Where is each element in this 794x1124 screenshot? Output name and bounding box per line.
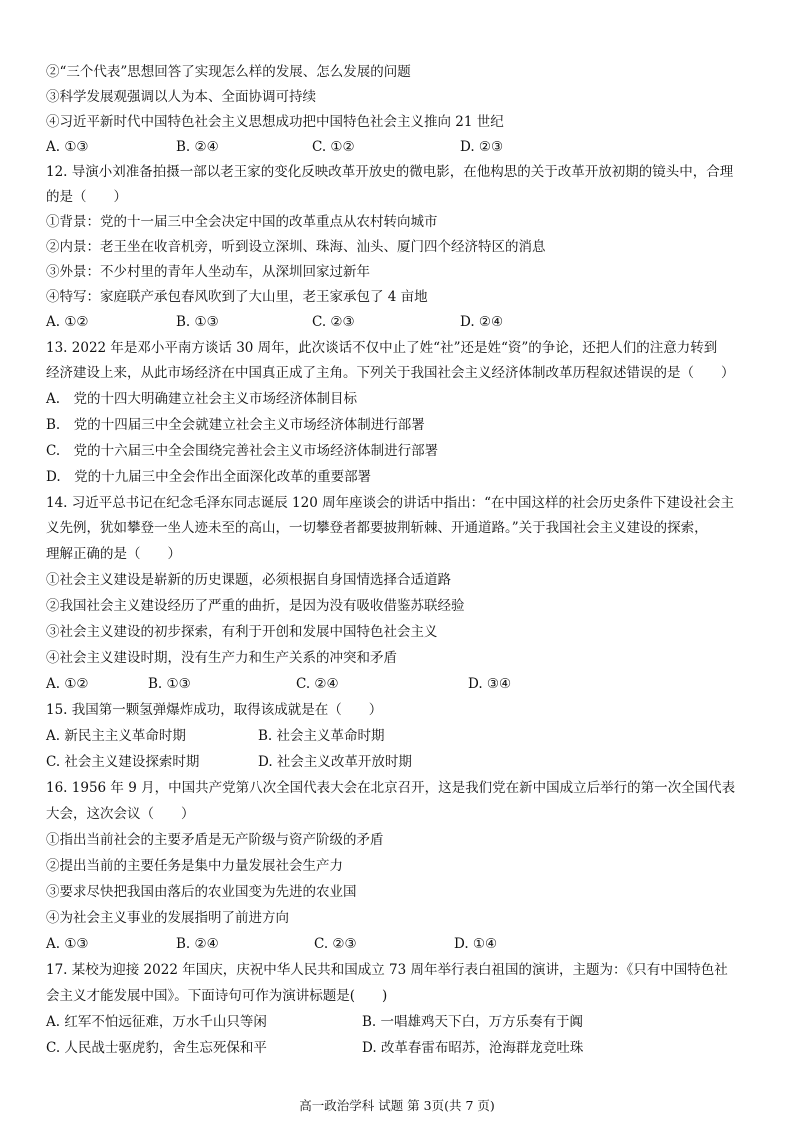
q14-option-c: C. ②④ <box>296 676 339 692</box>
q15-option-d: D. 社会主义改革开放时期 <box>258 754 412 770</box>
q16-item-4: ④为社会主义事业的发展指明了前进方向 <box>46 910 289 926</box>
q11-option-d: D. ②③ <box>460 139 504 155</box>
q11-option-b: B. ②④ <box>176 139 219 155</box>
q17-stem-line1: 17. 某校为迎接 2022 年国庆，庆祝中华人民共和国成立 73 周年举行表白祖国的演讲，主题为：《只有中国特色社 <box>46 962 728 978</box>
q12-option-b: B. ①③ <box>176 314 219 330</box>
q15-option-b: B. 社会主义革命时期 <box>258 728 385 744</box>
q14-item-1: ①社会主义建设是崭新的历史课题，必须根据自身国情选择合适道路 <box>46 572 451 588</box>
q11-item-3: ③科学发展观强调以人为本、全面协调可持续 <box>46 89 316 105</box>
q17-option-a: A. 红军不怕远征难，万水千山只等闲 <box>46 1014 267 1030</box>
q13-option-b: B. 党的十四届三中全会就建立社会主义市场经济体制进行部署 <box>46 417 425 433</box>
q16-item-3: ③要求尽快把我国由落后的农业国变为先进的农业国 <box>46 884 357 900</box>
q11-item-2: ②“三个代表”思想回答了实现怎么样的发展、怎么发展的问题 <box>46 64 411 80</box>
q17-stem-line2: 会主义才能发展中国》。下面诗句可作为演讲标题是( ) <box>46 988 388 1004</box>
q14-option-a: A. ①② <box>46 676 89 692</box>
q13-stem-line1: 13. 2022 年是邓小平南方谈话 30 周年，此次谈话不仅中止了姓“社”还是姓“资”的争论，还把人们的注意力转到 <box>46 340 718 356</box>
q14-item-3: ③社会主义建设的初步探索，有利于开创和发展中国特色社会主义 <box>46 624 438 640</box>
q13-option-a: A. 党的十四大明确建立社会主义市场经济体制目标 <box>46 391 358 407</box>
q15-option-c: C. 社会主义建设探索时期 <box>46 754 200 770</box>
q16-item-2: ②提出当前的主要任务是集中力量发展社会生产力 <box>46 858 343 874</box>
q13-option-c: C. 党的十六届三中全会围绕完善社会主义市场经济体制进行部署 <box>46 443 439 459</box>
q12-stem-line1: 12. 导演小刘准备拍摄一部以老王家的变化反映改革开放史的微电影，在他构思的关于改革开放初期的镜头中，合理 <box>46 164 734 180</box>
q14-stem-line3: 理解正确的是（ ） <box>46 546 181 562</box>
q11-option-a: A. ①③ <box>46 139 89 155</box>
q12-item-4: ④特写：家庭联产承包春风吹到了大山里，老王家承包了 4 亩地 <box>46 289 428 305</box>
q16-option-d: D. ①④ <box>454 936 498 952</box>
q11-item-4: ④习近平新时代中国特色社会主义思想成功把中国特色社会主义推向 21 世纪 <box>46 114 504 130</box>
q12-option-a: A. ①② <box>46 314 89 330</box>
q14-option-b: B. ①③ <box>148 676 191 692</box>
q12-item-2: ②内景：老王坐在收音机旁，听到设立深圳、珠海、汕头、厦门四个经济特区的消息 <box>46 239 546 255</box>
q16-option-a: A. ①③ <box>46 936 89 952</box>
q15-stem: 15. 我国第一颗氢弹爆炸成功，取得该成就是在（ ） <box>46 702 383 718</box>
q14-item-2: ②我国社会主义建设经历了严重的曲折，是因为没有吸收借鉴苏联经验 <box>46 598 465 614</box>
q12-stem-line2: 的是（ ） <box>46 189 127 205</box>
q14-stem-line1: 14. 习近平总书记在纪念毛泽东同志诞辰 120 周年座谈会的讲话中指出：“在中国这样的社会历史条件下建设社会主 <box>46 495 735 511</box>
q14-item-4: ④社会主义建设时期，没有生产力和生产关系的冲突和矛盾 <box>46 650 397 666</box>
q11-option-c: C. ①② <box>312 139 355 155</box>
q17-option-b: B. 一唱雄鸡天下白，万方乐奏有于阗 <box>362 1014 584 1030</box>
q12-option-c: C. ②③ <box>312 314 355 330</box>
q17-option-c: C. 人民战士驱虎豹，舍生忘死保和平 <box>46 1040 267 1056</box>
q14-stem-line2: 义先例，犹如攀登一坐人迹未至的高山，一切攀登者都要披荆斩棘、开通道路。”关于我国社会主义建设的探索， <box>46 520 708 536</box>
q12-item-1: ①背景：党的十一届三中全会决定中国的改革重点从农村转向城市 <box>46 214 438 230</box>
q17-option-d: D. 改革春雷布昭苏，沧海群龙竞吐珠 <box>362 1040 584 1056</box>
q16-stem-line2: 大会，这次会议（ ） <box>46 806 195 822</box>
q12-option-d: D. ②④ <box>460 314 504 330</box>
q16-option-b: B. ②④ <box>176 936 219 952</box>
q16-stem-line1: 16. 1956 年 9 月，中国共产党第八次全国代表大会在北京召开，这是我们党在新中国成立后举行的第一次全国代表 <box>46 780 736 796</box>
q12-item-3: ③外景：不少村里的青年人坐动车，从深圳回家过新年 <box>46 264 370 280</box>
q15-option-a: A. 新民主主义革命时期 <box>46 728 186 744</box>
q16-item-1: ①指出当前社会的主要矛盾是无产阶级与资产阶级的矛盾 <box>46 832 384 848</box>
q13-option-d: D. 党的十九届三中全会作出全面深化改革的重要部署 <box>46 469 372 485</box>
q13-stem-line2: 经济建设上来，从此市场经济在中国真正成了主角。下列关于我国社会主义经济体制改革历程叙述错误的是（ ） <box>46 365 735 381</box>
q16-option-c: C. ②③ <box>314 936 357 952</box>
q14-option-d: D. ③④ <box>468 676 512 692</box>
page-footer: 高一政治学科 试题 第 3页(共 7 页) <box>299 1098 495 1113</box>
